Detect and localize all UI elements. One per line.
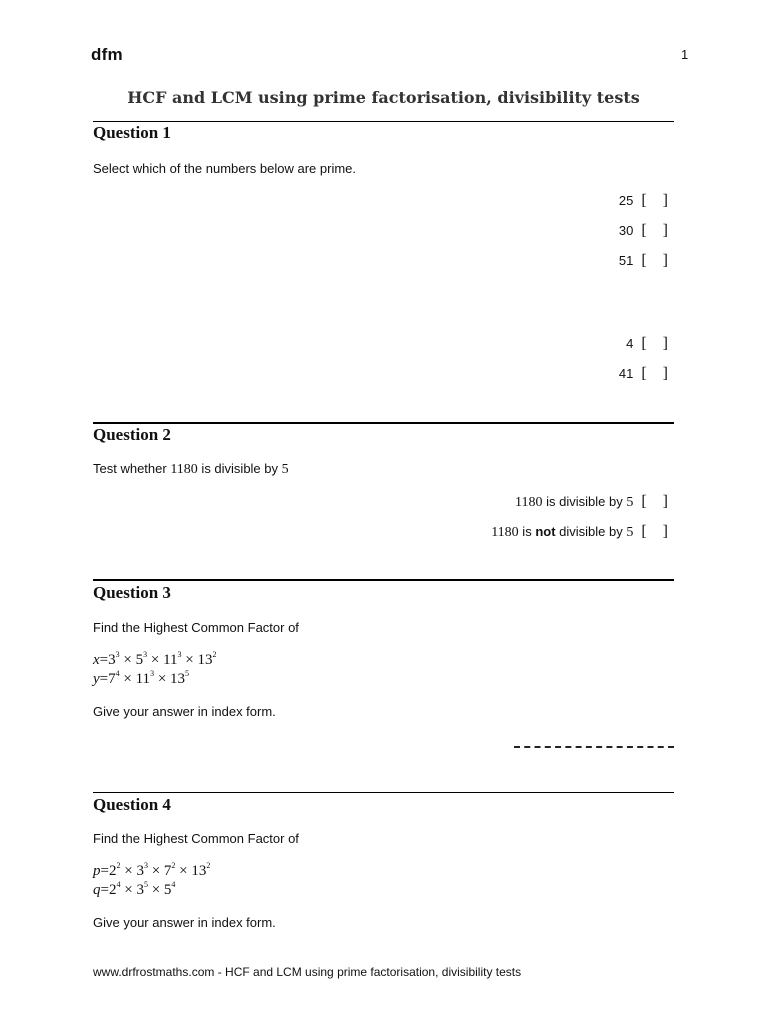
exponent: 3 [143,861,148,870]
equation-y: $y=7^4 \times 11^3 \times 13^5$ [93,669,190,687]
equation-q: $q=2^4 \times 3^5 \times 5^4$ [93,880,176,898]
checkbox-bracket[interactable]: [ ] [641,222,674,239]
base: 11 [135,671,151,687]
page-footer: www.drfrostmaths.com - HCF and LCM using prime factorisation, divisibility tests [93,965,522,979]
exponent: 2 [212,650,217,659]
q2-option-not-divisible[interactable] [491,523,674,541]
variable: x [93,652,100,668]
question-2-prompt [93,461,289,478]
answer-line[interactable] [514,746,674,748]
base: 13 [191,863,207,879]
exponent: 2 [206,861,211,870]
base: 3 [108,652,116,668]
option-text: divisible by [555,524,627,539]
q1-option[interactable] [619,252,674,270]
exponent: 5 [185,669,190,678]
exponent: 5 [143,880,148,889]
question-3-heading: Question 3 [93,583,171,602]
q1-option[interactable] [619,222,674,240]
base: 13 [197,652,213,668]
checkbox-bracket[interactable]: [ ] [641,335,674,352]
question-divider [93,579,674,581]
dfm-logo: dfm [91,45,123,64]
variable: y [93,671,100,687]
checkbox-bracket[interactable]: [ ] [641,365,674,382]
exponent: 2 [116,861,121,870]
base: 5 [163,882,172,898]
checkbox-bracket[interactable]: [ ] [641,523,674,540]
exponent: 3 [143,650,148,659]
question-3-prompt: Find the Highest Common Factor of [93,620,299,635]
q1-option-label: 4 [626,336,634,351]
exponent: 3 [150,669,155,678]
q1-option-label: 51 [618,253,634,268]
exponent: 4 [171,880,176,889]
question-2-heading: Question 2 [93,425,171,444]
question-1-prompt: Select which of the numbers below are prime. [93,161,357,176]
checkbox-bracket[interactable]: [ ] [641,252,674,269]
base: 7 [163,863,172,879]
base: 3 [136,863,144,879]
checkbox-bracket[interactable]: [ ] [641,493,674,510]
q1-option[interactable] [619,192,674,210]
worksheet-title: HCF and LCM using prime factorisation, divisibility tests [127,88,640,107]
question-divider [93,792,674,793]
q2-option-divisible[interactable] [515,493,674,511]
question-4-instruction: Give your answer in index form. [93,915,276,930]
base: 11 [163,652,178,668]
dividend: 1180 [515,495,543,510]
equation-x: $x=3^3 \times 5^3 \times 11^3 \times 13^2$ [93,650,217,668]
prompt-text: is divisible by [197,461,282,476]
prompt-text: Test whether [93,461,171,476]
exponent: 2 [171,861,176,870]
exponent: 4 [116,880,121,889]
base: 13 [170,671,186,687]
option-text: is divisible by [542,494,627,509]
title-divider [93,121,674,122]
base: 7 [108,671,116,687]
checkbox-bracket[interactable]: [ ] [641,192,674,209]
variable: p [93,863,101,879]
base: 3 [136,882,144,898]
exponent: 3 [177,650,182,659]
page-number: 1 [681,47,689,62]
question-1-heading: Question 1 [93,123,171,142]
equation-p: $p=2^2 \times 3^3 \times 7^2 \times 13^2$ [93,861,211,879]
base: 5 [135,652,144,668]
q1-option-label: 30 [618,223,634,238]
not-emphasis: not [535,524,556,539]
divisor: 5 [626,495,634,510]
base: 2 [108,882,117,898]
question-4-heading: Question 4 [93,795,171,814]
divisor: 5 [281,462,289,477]
q1-option[interactable] [619,365,674,383]
dividend: 1180 [170,462,198,477]
question-4-prompt: Find the Highest Common Factor of [93,831,299,846]
exponent: 4 [115,669,120,678]
exponent: 3 [115,650,120,659]
question-divider [93,422,674,424]
variable: q [93,882,101,898]
option-text: is [518,524,536,539]
q1-option-label: 25 [618,193,634,208]
q1-option-label: 41 [618,366,634,381]
base: 2 [108,863,117,879]
q1-option[interactable] [626,335,674,353]
question-3-instruction: Give your answer in index form. [93,704,276,719]
dividend: 1180 [491,525,519,540]
divisor: 5 [626,525,634,540]
